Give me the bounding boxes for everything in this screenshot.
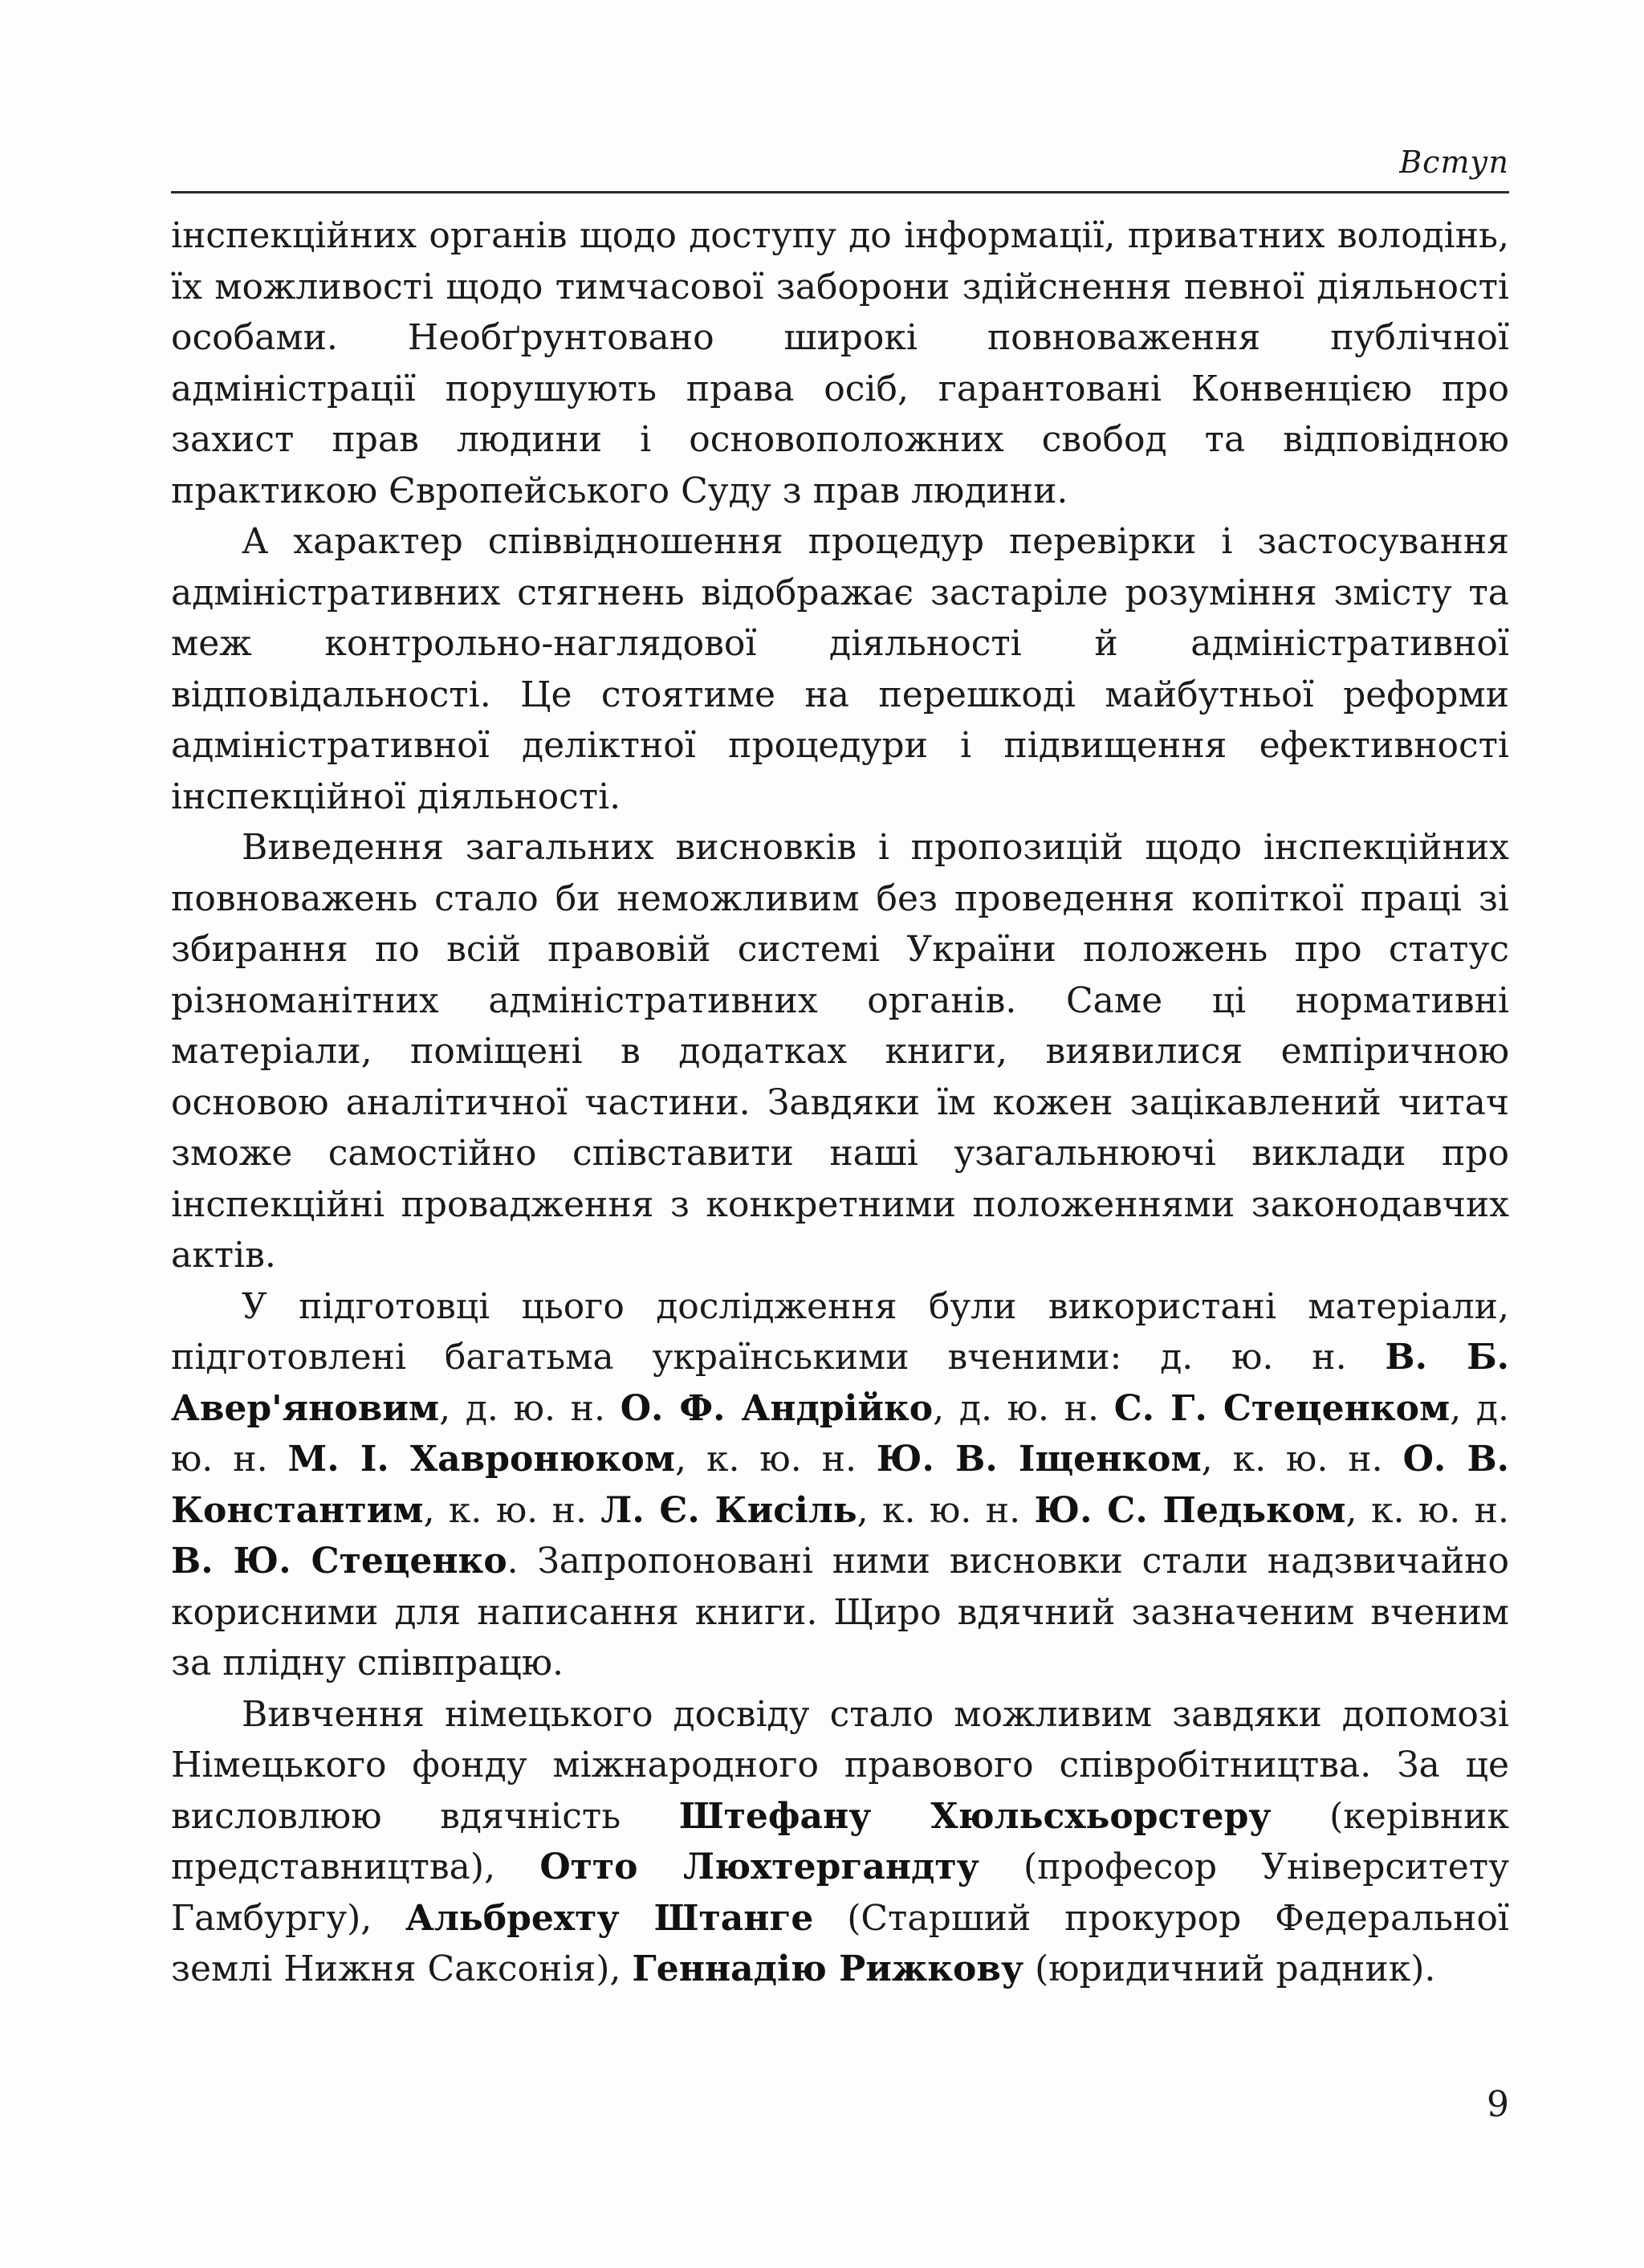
paragraph-acknowledgements-scholars bbox=[171, 1281, 1509, 1689]
person-name: Штефану Хюльсхьорстеру bbox=[678, 1795, 1272, 1837]
body-text bbox=[171, 210, 1509, 1995]
person-name: О. В. Константим bbox=[171, 1439, 1509, 1531]
person-name: М. І. Хавронюком bbox=[287, 1439, 676, 1480]
text-run: , к. ю. н. bbox=[1345, 1489, 1509, 1531]
person-name: Альбрехту Штанге bbox=[405, 1897, 814, 1939]
text-run: , д. ю. н. bbox=[439, 1387, 621, 1429]
person-name: Геннадію Рижкову bbox=[632, 1948, 1024, 1989]
text-run: (професор Університету Гамбургу), bbox=[171, 1847, 1509, 1939]
text-run: У підготовці цього дослідження були використані матеріали, підготовлені багатьма українськими вченими: д. ю. н. bbox=[171, 1285, 1509, 1378]
text-run: , к. ю. н. bbox=[1201, 1439, 1403, 1480]
person-name: Ю. С. Педьком bbox=[1034, 1489, 1346, 1531]
person-name: Л. Є. Кисіль bbox=[600, 1489, 857, 1531]
text-run: , к. ю. н. bbox=[675, 1439, 877, 1480]
person-name: Отто Люхтергандту bbox=[539, 1847, 979, 1887]
text-run: А характер співвідношення процедур перевірки і застосування адміністративних стягнень відображає застаріле розуміння змісту та меж контрольно-наглядової діяльності й адміністративної відповідальності. Це стоятиме на перешкоді майбутньої реформи адміністративної деліктної процедури і підвищення ефективності інспекційної діяльності. bbox=[171, 521, 1509, 817]
text-run: , д. ю. н. bbox=[171, 1387, 1509, 1480]
paragraph bbox=[171, 516, 1509, 822]
text-run: , к. ю. н. bbox=[857, 1489, 1035, 1531]
text-run: інспекційних органів щодо доступу до інформації, приватних володінь, їх можливості щодо тимчасової заборони здійснення певної діяльності особами. Необґрунтовано широкі повноваження публічної адміністрації порушують права осіб, гарантовані Конвенцією про захист прав людини і основоположних свобод та відповідною практикою Європейського Суду з прав людини. bbox=[171, 215, 1509, 511]
paragraph-acknowledgements-german bbox=[171, 1689, 1509, 1995]
paragraph-continued bbox=[171, 210, 1509, 516]
text-run: (Старший прокурор Федеральної землі Нижня Саксонія), bbox=[171, 1897, 1509, 1989]
text-run: Вивчення німецького досвіду стало можливим завдяки допомозі Німецького фонду міжнародного правового співробітництва. За це висловлюю вдячність bbox=[171, 1693, 1509, 1837]
text-run: , д. ю. н. bbox=[933, 1387, 1114, 1429]
text-run: , к. ю. н. bbox=[423, 1489, 601, 1531]
text-run: (юридичний радник). bbox=[1023, 1948, 1436, 1989]
person-name: С. Г. Стеценком bbox=[1113, 1387, 1451, 1429]
person-name: В. Б. Авер'яновим bbox=[171, 1337, 1509, 1429]
paragraph bbox=[171, 822, 1509, 1281]
text-run: (керівник представництва), bbox=[171, 1795, 1510, 1887]
running-head-title: Вступ bbox=[1399, 145, 1509, 180]
person-name: В. Ю. Стеценко bbox=[171, 1541, 507, 1582]
person-name: О. Ф. Андрійко bbox=[620, 1387, 934, 1429]
text-run: Виведення загальних висновків і пропозицій щодо інспекційних повноважень стало би неможливим без проведення копіткої праці зі збирання по всій правовій системі України положень про статус різноманітних адміністративних органів. Саме ці нормативні матеріали, поміщені в додатках книги, виявилися емпіричною основою аналітичної частини. Завдяки їм кожен зацікавлений читач зможе самостійно співставити наші узагальнюючі виклади про інспекційні провадження з конкретними положеннями законодавчих актів. bbox=[171, 827, 1509, 1276]
page-number: 9 bbox=[1487, 2084, 1509, 2125]
header-rule bbox=[171, 191, 1509, 193]
person-name: Ю. В. Іщенком bbox=[876, 1439, 1202, 1480]
text-run: . Запропоновані ними висновки стали надзвичайно корисними для написання книги. Щиро вдячний зазначеним вченим за плідну співпрацю. bbox=[171, 1541, 1509, 1684]
